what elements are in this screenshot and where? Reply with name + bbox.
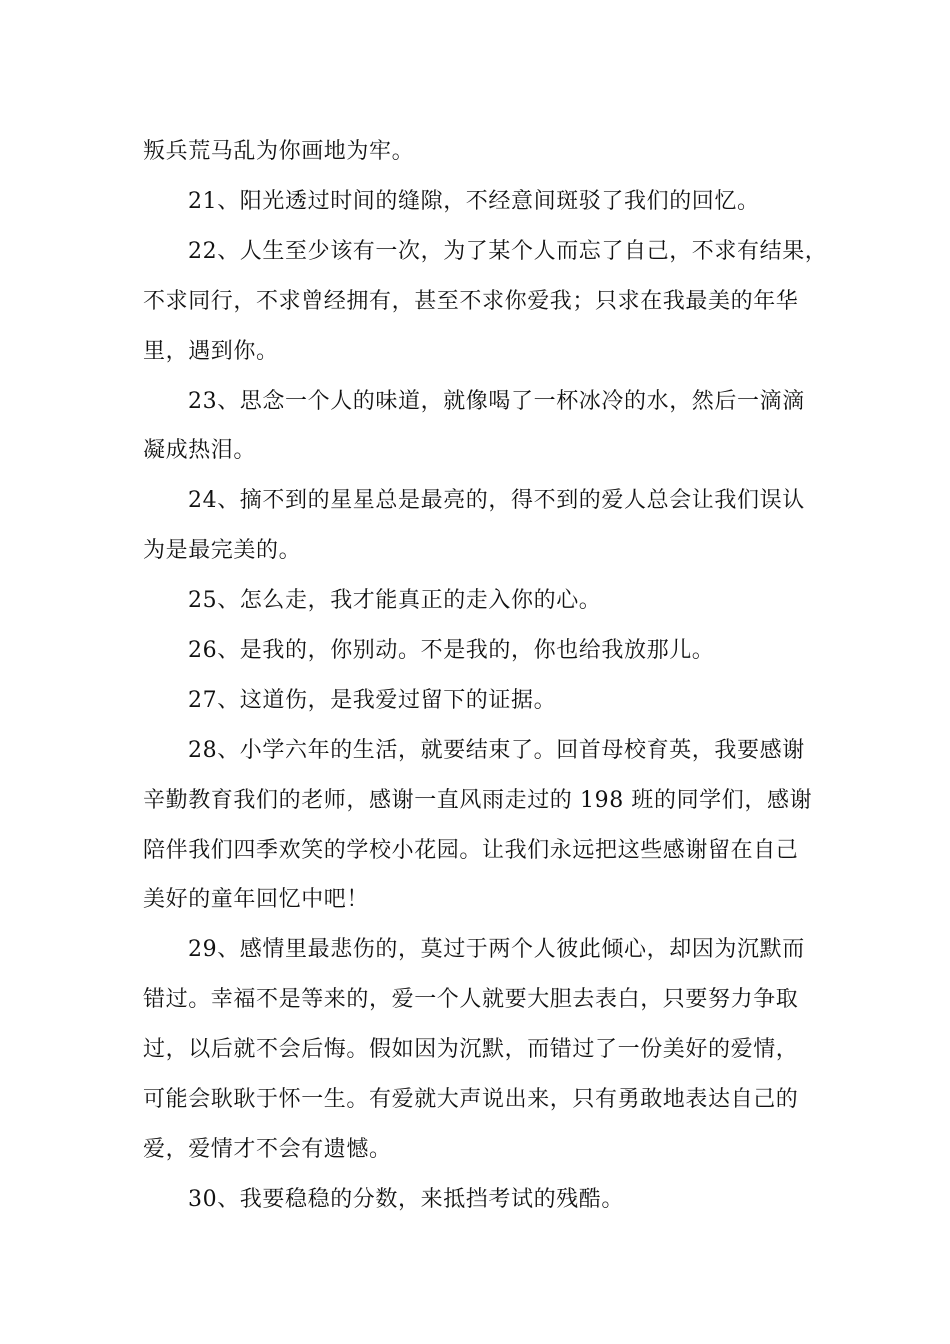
text-line: 22、人生至少该有一次，为了某个人而忘了自己，不求有结果， [188, 239, 828, 264]
text-line: 24、摘不到的星星总是最亮的，得不到的爱人总会让我们误认 [188, 488, 805, 513]
text-line: 错过。幸福不是等来的，爱一个人就要大胆去表白，只要努力争取 [143, 987, 799, 1012]
text-line: 为是最完美的。 [143, 538, 302, 563]
text-line: 叛兵荒马乱为你画地为牢。 [143, 139, 415, 164]
text-line: 可能会耿耿于怀一生。有爱就大声说出来，只有勇敢地表达自己的 [143, 1087, 799, 1112]
text-line: 26、是我的，你别动。不是我的，你也给我放那儿。 [188, 638, 715, 663]
text-line: 爱，爱情才不会有遗憾。 [143, 1137, 392, 1162]
text-line: 陪伴我们四季欢笑的学校小花园。让我们永远把这些感谢留在自己 [143, 838, 799, 863]
text-line: 里，遇到你。 [143, 339, 279, 364]
text-line: 21、阳光透过时间的缝隙，不经意间斑驳了我们的回忆。 [188, 189, 760, 214]
text-line: 辛勤教育我们的老师，感谢一直风雨走过的 198 班的同学们，感谢 [143, 788, 813, 813]
text-line: 25、怎么走，我才能真正的走入你的心。 [188, 588, 602, 613]
text-line: 30、我要稳稳的分数，来抵挡考试的残酷。 [188, 1187, 624, 1212]
text-line: 29、感情里最悲伤的，莫过于两个人彼此倾心，却因为沉默而 [188, 937, 805, 962]
text-line: 美好的童年回忆中吧！ [143, 887, 370, 912]
text-line: 23、思念一个人的味道，就像喝了一杯冰冷的水，然后一滴滴 [188, 389, 805, 414]
text-line: 不求同行，不求曾经拥有，甚至不求你爱我；只求在我最美的年华 [143, 289, 799, 314]
text-line: 28、小学六年的生活，就要结束了。回首母校育英，我要感谢 [188, 738, 805, 763]
text-line: 过，以后就不会后悔。假如因为沉默，而错过了一份美好的爱情， [143, 1037, 799, 1062]
text-line: 凝成热泪。 [143, 438, 257, 463]
text-line: 27、这道伤，是我爱过留下的证据。 [188, 688, 557, 713]
